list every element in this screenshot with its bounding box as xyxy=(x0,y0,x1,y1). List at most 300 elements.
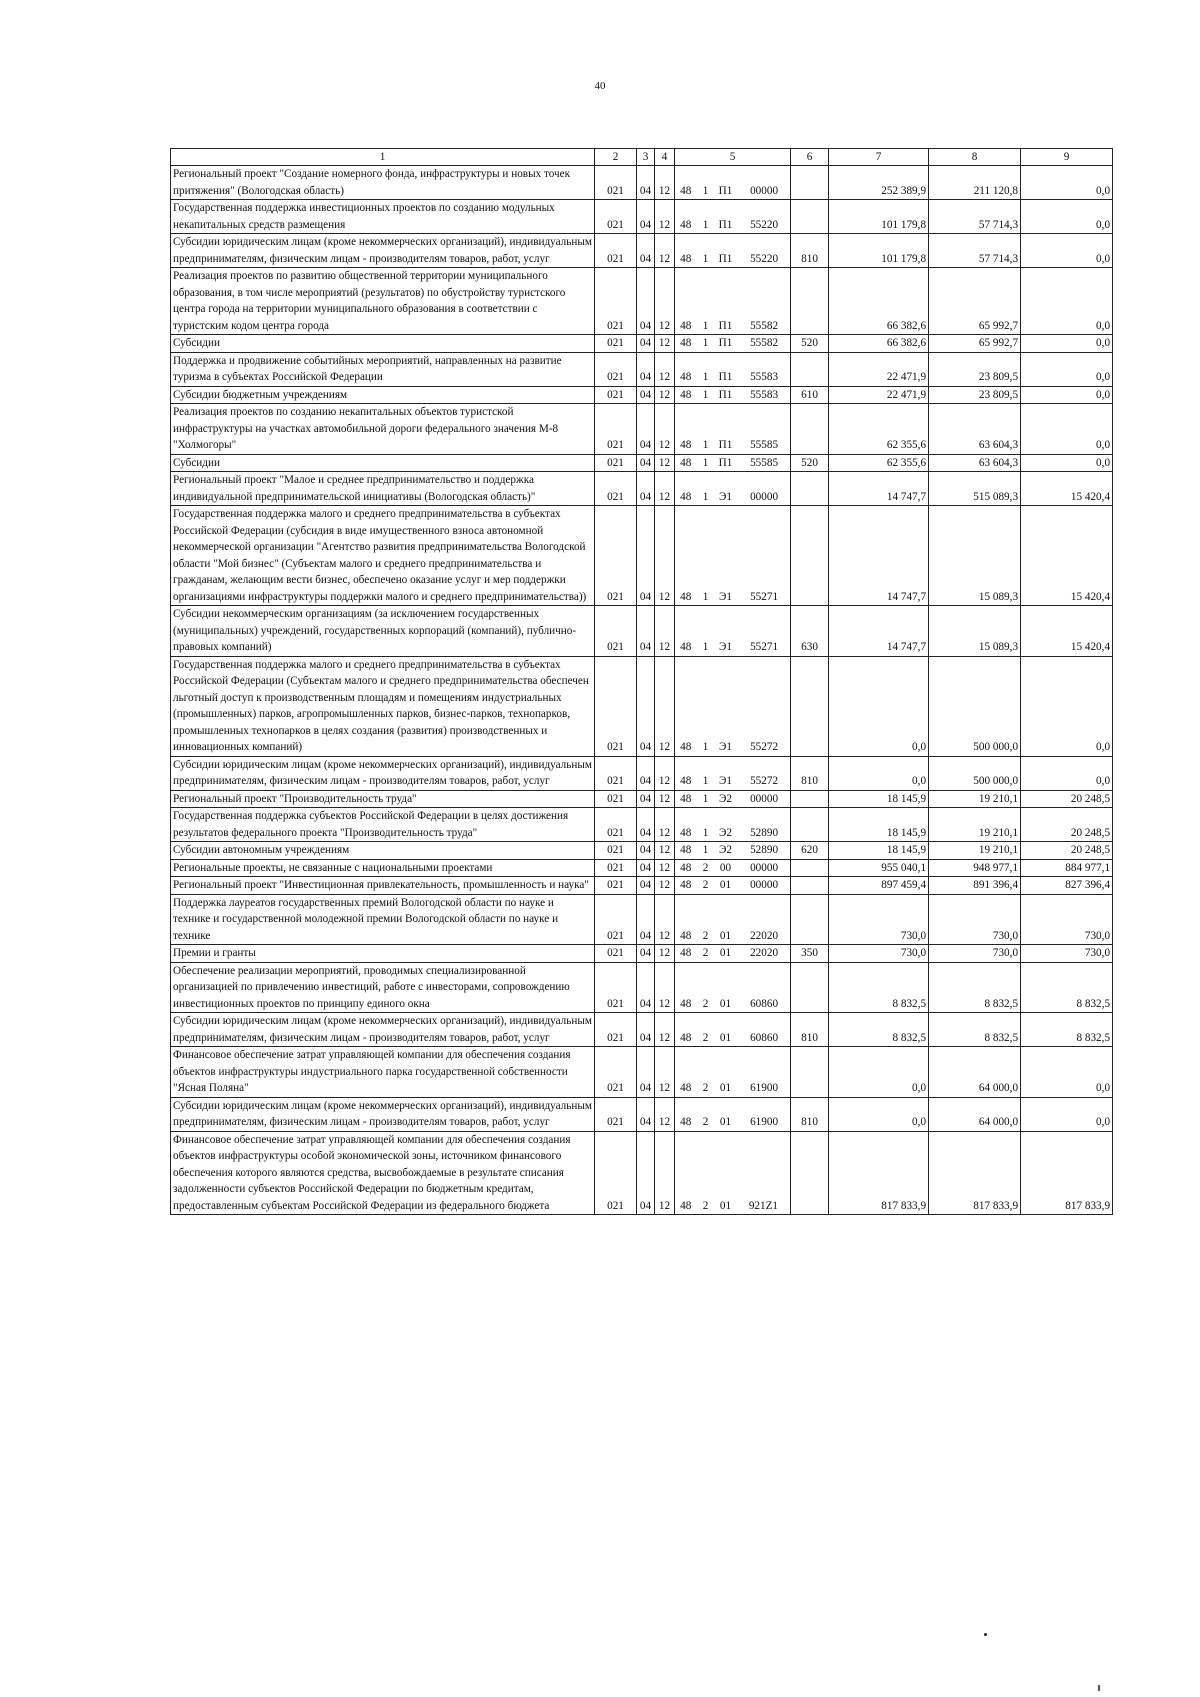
amount-year3-cell: 0,0 xyxy=(1021,234,1113,268)
amount-year1-cell: 66 382,6 xyxy=(829,268,929,335)
subsection-code-cell: 12 xyxy=(655,877,675,895)
program-code-cell: 48 xyxy=(675,859,697,877)
project-code-cell: Э1 xyxy=(715,506,737,606)
expense-type-cell xyxy=(791,1047,829,1098)
ministry-code-cell: 021 xyxy=(595,945,637,963)
section-code-cell: 04 xyxy=(637,454,655,472)
ministry-code-cell: 021 xyxy=(595,166,637,200)
section-code-cell: 04 xyxy=(637,790,655,808)
program-code-cell: 48 xyxy=(675,606,697,657)
expense-type-cell: 810 xyxy=(791,756,829,790)
table-row xyxy=(171,472,1113,506)
expense-type-cell xyxy=(791,877,829,895)
ministry-code-cell: 021 xyxy=(595,877,637,895)
table-row xyxy=(171,859,1113,877)
ministry-code-cell: 021 xyxy=(595,656,637,756)
subsection-code-cell: 12 xyxy=(655,756,675,790)
subsection-code-cell: 12 xyxy=(655,656,675,756)
ministry-code-cell: 021 xyxy=(595,1097,637,1131)
row-name-cell: Обеспечение реализации мероприятий, проводимых специализированной организацией по привлечению инвестиций, работе с инвесторами, сопровождению инвестиционных проектов по принципу единого окна xyxy=(171,962,595,1013)
program-code-cell: 48 xyxy=(675,352,697,386)
amount-year3-cell: 20 248,5 xyxy=(1021,808,1113,842)
amount-year3-cell: 0,0 xyxy=(1021,200,1113,234)
amount-year3-cell: 0,0 xyxy=(1021,386,1113,404)
subsection-code-cell: 12 xyxy=(655,234,675,268)
section-code-cell: 04 xyxy=(637,894,655,945)
amount-year1-cell: 14 747,7 xyxy=(829,606,929,657)
direction-code-cell: 61900 xyxy=(737,1097,791,1131)
amount-year2-cell: 23 809,5 xyxy=(929,386,1021,404)
project-code-cell: 01 xyxy=(715,894,737,945)
amount-year2-cell: 65 992,7 xyxy=(929,335,1021,353)
amount-year2-cell: 15 089,3 xyxy=(929,506,1021,606)
row-name-cell: Субсидии юридическим лицам (кроме некоммерческих организаций), индивидуальным предпринимателям, физическим лицам - производителям товаров, работ, услуг xyxy=(171,1013,595,1047)
subprogram-code-cell: 1 xyxy=(697,386,715,404)
amount-year2-cell: 63 604,3 xyxy=(929,404,1021,455)
amount-year3-cell: 0,0 xyxy=(1021,404,1113,455)
amount-year1-cell: 18 145,9 xyxy=(829,842,929,860)
subprogram-code-cell: 1 xyxy=(697,335,715,353)
expense-type-cell: 810 xyxy=(791,234,829,268)
direction-code-cell: 55585 xyxy=(737,404,791,455)
amount-year3-cell: 0,0 xyxy=(1021,756,1113,790)
row-name-cell: Субсидии юридическим лицам (кроме некоммерческих организаций), индивидуальным предпринимателям, физическим лицам - производителям товаров, работ, услуг xyxy=(171,756,595,790)
scan-mark xyxy=(984,1633,987,1636)
amount-year1-cell: 0,0 xyxy=(829,656,929,756)
expense-type-cell xyxy=(791,962,829,1013)
direction-code-cell: 60860 xyxy=(737,962,791,1013)
subprogram-code-cell: 1 xyxy=(697,200,715,234)
ministry-code-cell: 021 xyxy=(595,268,637,335)
program-code-cell: 48 xyxy=(675,842,697,860)
section-code-cell: 04 xyxy=(637,506,655,606)
expense-type-cell xyxy=(791,894,829,945)
project-code-cell: Э1 xyxy=(715,606,737,657)
direction-code-cell: 00000 xyxy=(737,472,791,506)
subprogram-code-cell: 2 xyxy=(697,1097,715,1131)
header-cell: 5 xyxy=(675,149,791,166)
subsection-code-cell: 12 xyxy=(655,166,675,200)
amount-year2-cell: 15 089,3 xyxy=(929,606,1021,657)
amount-year1-cell: 14 747,7 xyxy=(829,472,929,506)
direction-code-cell: 00000 xyxy=(737,166,791,200)
amount-year1-cell: 18 145,9 xyxy=(829,808,929,842)
subprogram-code-cell: 2 xyxy=(697,1047,715,1098)
row-name-cell: Финансовое обеспечение затрат управляющей компании для обеспечения создания объектов инфраструктуры особой экономической зоны, источником финансового обеспечения которого являются средства, высвобождаемые в результате списания задолженности субъектов Российской Федерации по бюджетным кредитам, предоставленным субъектам Российской Федерации из федерального бюджета xyxy=(171,1131,595,1215)
subprogram-code-cell: 1 xyxy=(697,842,715,860)
program-code-cell: 48 xyxy=(675,386,697,404)
project-code-cell: 01 xyxy=(715,962,737,1013)
table-row xyxy=(171,656,1113,756)
table-row xyxy=(171,404,1113,455)
amount-year3-cell: 0,0 xyxy=(1021,656,1113,756)
section-code-cell: 04 xyxy=(637,842,655,860)
row-name-cell: Государственная поддержка субъектов Российской Федерации в целях достижения результатов федерального проекта "Производительность труда" xyxy=(171,808,595,842)
expense-type-cell: 610 xyxy=(791,386,829,404)
direction-code-cell: 22020 xyxy=(737,945,791,963)
amount-year3-cell: 8 832,5 xyxy=(1021,962,1113,1013)
amount-year1-cell: 66 382,6 xyxy=(829,335,929,353)
row-name-cell: Поддержка и продвижение событийных мероприятий, направленных на развитие туризма в субъектах Российской Федерации xyxy=(171,352,595,386)
program-code-cell: 48 xyxy=(675,268,697,335)
expense-type-cell xyxy=(791,808,829,842)
subprogram-code-cell: 2 xyxy=(697,1131,715,1215)
subprogram-code-cell: 2 xyxy=(697,877,715,895)
section-code-cell: 04 xyxy=(637,877,655,895)
ministry-code-cell: 021 xyxy=(595,386,637,404)
amount-year2-cell: 730,0 xyxy=(929,945,1021,963)
expense-type-cell: 520 xyxy=(791,454,829,472)
section-code-cell: 04 xyxy=(637,472,655,506)
subsection-code-cell: 12 xyxy=(655,606,675,657)
header-cell: 9 xyxy=(1021,149,1113,166)
amount-year2-cell: 730,0 xyxy=(929,894,1021,945)
subsection-code-cell: 12 xyxy=(655,790,675,808)
program-code-cell: 48 xyxy=(675,790,697,808)
section-code-cell: 04 xyxy=(637,1131,655,1215)
direction-code-cell: 55271 xyxy=(737,606,791,657)
amount-year3-cell: 0,0 xyxy=(1021,1047,1113,1098)
section-code-cell: 04 xyxy=(637,352,655,386)
amount-year3-cell: 20 248,5 xyxy=(1021,842,1113,860)
expense-type-cell: 810 xyxy=(791,1013,829,1047)
ministry-code-cell: 021 xyxy=(595,842,637,860)
section-code-cell: 04 xyxy=(637,1047,655,1098)
header-cell: 6 xyxy=(791,149,829,166)
amount-year1-cell: 730,0 xyxy=(829,945,929,963)
direction-code-cell: 00000 xyxy=(737,877,791,895)
project-code-cell: П1 xyxy=(715,386,737,404)
ministry-code-cell: 021 xyxy=(595,894,637,945)
expense-type-cell xyxy=(791,790,829,808)
subprogram-code-cell: 1 xyxy=(697,234,715,268)
direction-code-cell: 55583 xyxy=(737,352,791,386)
subsection-code-cell: 12 xyxy=(655,962,675,1013)
table-row xyxy=(171,877,1113,895)
section-code-cell: 04 xyxy=(637,945,655,963)
subsection-code-cell: 12 xyxy=(655,945,675,963)
ministry-code-cell: 021 xyxy=(595,352,637,386)
amount-year3-cell: 0,0 xyxy=(1021,166,1113,200)
section-code-cell: 04 xyxy=(637,234,655,268)
amount-year3-cell: 0,0 xyxy=(1021,1097,1113,1131)
ministry-code-cell: 021 xyxy=(595,606,637,657)
subsection-code-cell: 12 xyxy=(655,1047,675,1098)
ministry-code-cell: 021 xyxy=(595,756,637,790)
row-name-cell: Региональный проект "Создание номерного фонда, инфраструктуры и новых точек притяжения" (Вологодская область) xyxy=(171,166,595,200)
amount-year1-cell: 22 471,9 xyxy=(829,386,929,404)
section-code-cell: 04 xyxy=(637,1097,655,1131)
subsection-code-cell: 12 xyxy=(655,335,675,353)
ministry-code-cell: 021 xyxy=(595,859,637,877)
ministry-code-cell: 021 xyxy=(595,234,637,268)
expense-type-cell xyxy=(791,859,829,877)
section-code-cell: 04 xyxy=(637,756,655,790)
amount-year1-cell: 22 471,9 xyxy=(829,352,929,386)
table-row xyxy=(171,945,1113,963)
direction-code-cell: 55272 xyxy=(737,656,791,756)
subsection-code-cell: 12 xyxy=(655,386,675,404)
table-row xyxy=(171,1047,1113,1098)
expense-type-cell xyxy=(791,404,829,455)
table-row xyxy=(171,166,1113,200)
project-code-cell: П1 xyxy=(715,166,737,200)
amount-year2-cell: 23 809,5 xyxy=(929,352,1021,386)
amount-year1-cell: 62 355,6 xyxy=(829,454,929,472)
program-code-cell: 48 xyxy=(675,894,697,945)
table-row xyxy=(171,894,1113,945)
expense-type-cell xyxy=(791,656,829,756)
project-code-cell: П1 xyxy=(715,335,737,353)
row-name-cell: Поддержка лауреатов государственных премий Вологодской области по науке и технике и государственной молодежной премии Вологодской области по науке и технике xyxy=(171,894,595,945)
subprogram-code-cell: 2 xyxy=(697,945,715,963)
direction-code-cell: 55220 xyxy=(737,234,791,268)
amount-year1-cell: 101 179,8 xyxy=(829,200,929,234)
section-code-cell: 04 xyxy=(637,386,655,404)
expense-type-cell: 620 xyxy=(791,842,829,860)
program-code-cell: 48 xyxy=(675,200,697,234)
subprogram-code-cell: 1 xyxy=(697,756,715,790)
project-code-cell: Э2 xyxy=(715,808,737,842)
amount-year3-cell: 0,0 xyxy=(1021,268,1113,335)
row-name-cell: Субсидии некоммерческим организациям (за исключением государственных (муниципальных) учреждений, государственных корпораций (компаний), публично-правовых компаний) xyxy=(171,606,595,657)
direction-code-cell: 52890 xyxy=(737,842,791,860)
section-code-cell: 04 xyxy=(637,268,655,335)
subprogram-code-cell: 1 xyxy=(697,268,715,335)
direction-code-cell: 55272 xyxy=(737,756,791,790)
expense-type-cell xyxy=(791,200,829,234)
subprogram-code-cell: 1 xyxy=(697,454,715,472)
ministry-code-cell: 021 xyxy=(595,1047,637,1098)
ministry-code-cell: 021 xyxy=(595,808,637,842)
subprogram-code-cell: 1 xyxy=(697,808,715,842)
amount-year3-cell: 15 420,4 xyxy=(1021,506,1113,606)
project-code-cell: П1 xyxy=(715,404,737,455)
subsection-code-cell: 12 xyxy=(655,1131,675,1215)
direction-code-cell: 55583 xyxy=(737,386,791,404)
amount-year2-cell: 817 833,9 xyxy=(929,1131,1021,1215)
section-code-cell: 04 xyxy=(637,404,655,455)
program-code-cell: 48 xyxy=(675,1047,697,1098)
amount-year3-cell: 0,0 xyxy=(1021,335,1113,353)
subsection-code-cell: 12 xyxy=(655,472,675,506)
amount-year1-cell: 897 459,4 xyxy=(829,877,929,895)
project-code-cell: 01 xyxy=(715,945,737,963)
direction-code-cell: 00000 xyxy=(737,859,791,877)
amount-year2-cell: 515 089,3 xyxy=(929,472,1021,506)
ministry-code-cell: 021 xyxy=(595,790,637,808)
row-name-cell: Субсидии автономным учреждениям xyxy=(171,842,595,860)
project-code-cell: П1 xyxy=(715,234,737,268)
row-name-cell: Субсидии юридическим лицам (кроме некоммерческих организаций), индивидуальным предпринимателям, физическим лицам - производителям товаров, работ, услуг xyxy=(171,234,595,268)
amount-year1-cell: 101 179,8 xyxy=(829,234,929,268)
table-row xyxy=(171,268,1113,335)
program-code-cell: 48 xyxy=(675,454,697,472)
table-row xyxy=(171,1097,1113,1131)
section-code-cell: 04 xyxy=(637,962,655,1013)
amount-year3-cell: 20 248,5 xyxy=(1021,790,1113,808)
section-code-cell: 04 xyxy=(637,1013,655,1047)
table-row xyxy=(171,606,1113,657)
section-code-cell: 04 xyxy=(637,335,655,353)
table-header-row xyxy=(171,149,1113,166)
amount-year1-cell: 8 832,5 xyxy=(829,1013,929,1047)
project-code-cell: 01 xyxy=(715,1131,737,1215)
amount-year1-cell: 0,0 xyxy=(829,1047,929,1098)
project-code-cell: 00 xyxy=(715,859,737,877)
row-name-cell: Государственная поддержка малого и среднего предпринимательства в субъектах Российской Федерации (субсидия в виде имущественного взноса автономной некоммерческой организации "Агентство развития предпринимательства Вологодской области "Мой бизнес" (Субъектам малого и среднего предпринимательства и гражданам, желающим вести бизнес, обеспечено оказание услуг и мер поддержки организациями инфраструктуры поддержки малого и среднего предпринимательства)) xyxy=(171,506,595,606)
subprogram-code-cell: 1 xyxy=(697,166,715,200)
expense-type-cell xyxy=(791,472,829,506)
amount-year1-cell: 0,0 xyxy=(829,756,929,790)
project-code-cell: П1 xyxy=(715,454,737,472)
subprogram-code-cell: 2 xyxy=(697,1013,715,1047)
project-code-cell: Э2 xyxy=(715,790,737,808)
direction-code-cell: 55585 xyxy=(737,454,791,472)
project-code-cell: 01 xyxy=(715,1097,737,1131)
amount-year3-cell: 730,0 xyxy=(1021,894,1113,945)
page-number: 40 xyxy=(594,80,606,92)
row-name-cell: Региональный проект "Производительность труда" xyxy=(171,790,595,808)
scan-mark xyxy=(1098,1685,1100,1691)
row-name-cell: Региональный проект "Малое и среднее предпринимательство и поддержка индивидуальной предпринимательской инициативы (Вологодская область)" xyxy=(171,472,595,506)
expense-type-cell xyxy=(791,352,829,386)
amount-year2-cell: 63 604,3 xyxy=(929,454,1021,472)
expense-type-cell: 350 xyxy=(791,945,829,963)
row-name-cell: Субсидии юридическим лицам (кроме некоммерческих организаций), индивидуальным предпринимателям, физическим лицам - производителям товаров, работ, услуг xyxy=(171,1097,595,1131)
subprogram-code-cell: 1 xyxy=(697,404,715,455)
table-row xyxy=(171,335,1113,353)
section-code-cell: 04 xyxy=(637,656,655,756)
section-code-cell: 04 xyxy=(637,808,655,842)
expense-type-cell: 520 xyxy=(791,335,829,353)
amount-year2-cell: 65 992,7 xyxy=(929,268,1021,335)
row-name-cell: Финансовое обеспечение затрат управляющей компании для обеспечения создания объектов инфраструктуры индустриального парка государственной собственности "Ясная Поляна" xyxy=(171,1047,595,1098)
direction-code-cell: 22020 xyxy=(737,894,791,945)
program-code-cell: 48 xyxy=(675,962,697,1013)
direction-code-cell: 55220 xyxy=(737,200,791,234)
amount-year3-cell: 15 420,4 xyxy=(1021,606,1113,657)
direction-code-cell: 61900 xyxy=(737,1047,791,1098)
table-row xyxy=(171,808,1113,842)
budget-table xyxy=(170,148,1113,1215)
ministry-code-cell: 021 xyxy=(595,454,637,472)
table-row xyxy=(171,1013,1113,1047)
direction-code-cell: 00000 xyxy=(737,790,791,808)
row-name-cell: Региональные проекты, не связанные с национальными проектами xyxy=(171,859,595,877)
expense-type-cell xyxy=(791,268,829,335)
header-cell: 3 xyxy=(637,149,655,166)
subprogram-code-cell: 1 xyxy=(697,352,715,386)
expense-type-cell xyxy=(791,1131,829,1215)
amount-year2-cell: 19 210,1 xyxy=(929,808,1021,842)
subsection-code-cell: 12 xyxy=(655,859,675,877)
ministry-code-cell: 021 xyxy=(595,1131,637,1215)
amount-year2-cell: 8 832,5 xyxy=(929,1013,1021,1047)
table-row xyxy=(171,386,1113,404)
program-code-cell: 48 xyxy=(675,945,697,963)
amount-year3-cell: 0,0 xyxy=(1021,454,1113,472)
table-row xyxy=(171,790,1113,808)
row-name-cell: Реализация проектов по созданию некапитальных объектов туристской инфраструктуры на участках автомобильной дороги федерального значения М-8 "Холмогоры" xyxy=(171,404,595,455)
row-name-cell: Субсидии xyxy=(171,335,595,353)
direction-code-cell: 55582 xyxy=(737,268,791,335)
program-code-cell: 48 xyxy=(675,1131,697,1215)
amount-year2-cell: 891 396,4 xyxy=(929,877,1021,895)
subprogram-code-cell: 1 xyxy=(697,656,715,756)
amount-year3-cell: 817 833,9 xyxy=(1021,1131,1113,1215)
amount-year2-cell: 57 714,3 xyxy=(929,200,1021,234)
section-code-cell: 04 xyxy=(637,606,655,657)
amount-year1-cell: 955 040,1 xyxy=(829,859,929,877)
subsection-code-cell: 12 xyxy=(655,352,675,386)
project-code-cell: Э2 xyxy=(715,842,737,860)
amount-year3-cell: 730,0 xyxy=(1021,945,1113,963)
ministry-code-cell: 021 xyxy=(595,962,637,1013)
amount-year2-cell: 19 210,1 xyxy=(929,842,1021,860)
amount-year1-cell: 8 832,5 xyxy=(829,962,929,1013)
amount-year3-cell: 827 396,4 xyxy=(1021,877,1113,895)
amount-year2-cell: 8 832,5 xyxy=(929,962,1021,1013)
amount-year1-cell: 730,0 xyxy=(829,894,929,945)
subsection-code-cell: 12 xyxy=(655,894,675,945)
direction-code-cell: 921Z1 xyxy=(737,1131,791,1215)
ministry-code-cell: 021 xyxy=(595,404,637,455)
row-name-cell: Реализация проектов по развитию общественной территории муниципального образования, в том числе мероприятий (результатов) по обустройству туристского центра города на территории муниципального образования в соответствии с туристским кодом центра города xyxy=(171,268,595,335)
amount-year1-cell: 14 747,7 xyxy=(829,506,929,606)
ministry-code-cell: 021 xyxy=(595,335,637,353)
header-cell: 1 xyxy=(171,149,595,166)
project-code-cell: 01 xyxy=(715,1013,737,1047)
table-row xyxy=(171,200,1113,234)
subsection-code-cell: 12 xyxy=(655,1013,675,1047)
program-code-cell: 48 xyxy=(675,1013,697,1047)
subsection-code-cell: 12 xyxy=(655,506,675,606)
project-code-cell: Э1 xyxy=(715,472,737,506)
expense-type-cell xyxy=(791,166,829,200)
amount-year1-cell: 817 833,9 xyxy=(829,1131,929,1215)
section-code-cell: 04 xyxy=(637,859,655,877)
table-row xyxy=(171,842,1113,860)
subprogram-code-cell: 1 xyxy=(697,790,715,808)
program-code-cell: 48 xyxy=(675,1097,697,1131)
amount-year3-cell: 15 420,4 xyxy=(1021,472,1113,506)
table-row xyxy=(171,352,1113,386)
table-row xyxy=(171,454,1113,472)
amount-year1-cell: 0,0 xyxy=(829,1097,929,1131)
row-name-cell: Субсидии бюджетным учреждениям xyxy=(171,386,595,404)
table-row xyxy=(171,756,1113,790)
project-code-cell: П1 xyxy=(715,268,737,335)
amount-year3-cell: 8 832,5 xyxy=(1021,1013,1113,1047)
amount-year2-cell: 500 000,0 xyxy=(929,756,1021,790)
amount-year1-cell: 18 145,9 xyxy=(829,790,929,808)
subprogram-code-cell: 2 xyxy=(697,894,715,945)
row-name-cell: Государственная поддержка инвестиционных проектов по созданию модульных некапитальных средств размещения xyxy=(171,200,595,234)
ministry-code-cell: 021 xyxy=(595,1013,637,1047)
direction-code-cell: 52890 xyxy=(737,808,791,842)
row-name-cell: Региональный проект "Инвестиционная привлекательность, промышленность и наука" xyxy=(171,877,595,895)
amount-year2-cell: 211 120,8 xyxy=(929,166,1021,200)
amount-year3-cell: 884 977,1 xyxy=(1021,859,1113,877)
program-code-cell: 48 xyxy=(675,656,697,756)
program-code-cell: 48 xyxy=(675,404,697,455)
program-code-cell: 48 xyxy=(675,506,697,606)
project-code-cell: П1 xyxy=(715,352,737,386)
program-code-cell: 48 xyxy=(675,234,697,268)
subsection-code-cell: 12 xyxy=(655,454,675,472)
subprogram-code-cell: 1 xyxy=(697,606,715,657)
